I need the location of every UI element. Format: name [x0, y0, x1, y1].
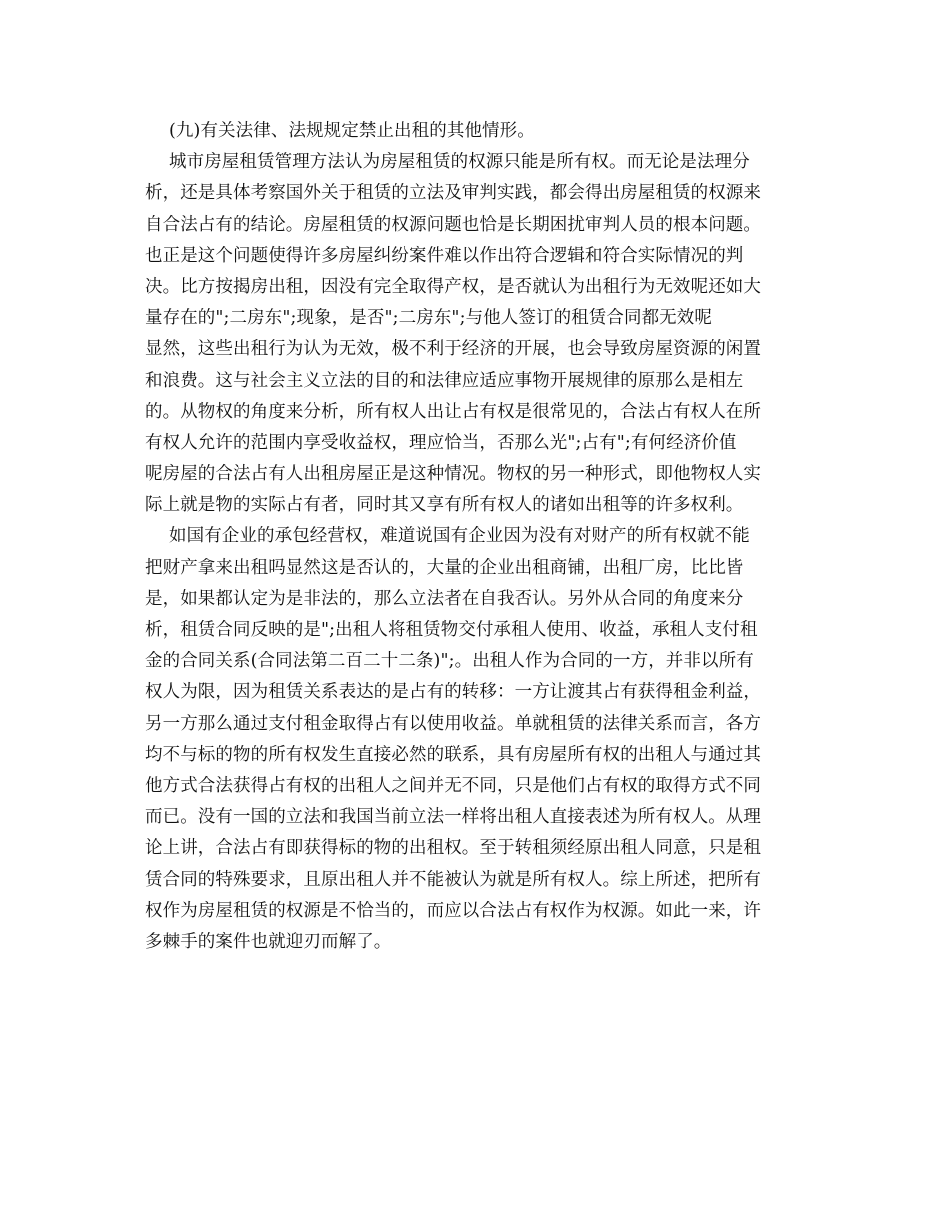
document-body — [145, 116, 805, 958]
paragraph-line: 多棘手的案件也就迎刃而解了。 — [145, 931, 392, 952]
paragraph-line: 显然，这些出租行为认为无效，极不利于经济的开展，也会导致房屋资源的闲置 — [145, 339, 761, 360]
paragraph-line: 而已。没有一国的立法和我国当前立法一样将出租人直接表述为所有权人。从理 — [145, 807, 761, 828]
paragraph-line: 另一方那么通过支付租金取得占有以使用收益。单就租赁的法律关系而言，各方 — [145, 713, 761, 734]
paragraph-line: 如国有企业的承包经营权，难道说国有企业因为没有对财产的所有权就不能 — [169, 526, 750, 547]
paragraph-line: 析，还是具体考察国外关于租赁的立法及审判实践，都会得出房屋租赁的权源来 — [145, 183, 761, 204]
paragraph-line: 有权人允许的范围内享受收益权，理应恰当，否那么光";占有";有何经济价值 — [145, 432, 737, 453]
paragraph-line: 金的合同关系(合同法第二百二十二条)";。出租人作为合同的一方，并非以所有 — [145, 651, 754, 672]
paragraph-line: 也正是这个问题使得许多房屋纠纷案件难以作出符合逻辑和符合实际情况的判 — [145, 245, 744, 266]
paragraph-line: 权作为房屋租赁的权源是不恰当的，而应以合法占有权作为权源。如此一来，许 — [145, 900, 761, 921]
paragraph-line: 决。比方按揭房出租，因没有完全取得产权，是否就认为出租行为无效呢还如大 — [145, 276, 761, 297]
paragraph-line: 论上讲，合法占有即获得标的物的出租权。至于转租须经原出租人同意，只是租 — [145, 838, 761, 859]
paragraph-line: 是，如果都认定为是非法的，那么立法者在自我否认。另外从合同的角度来分 — [145, 588, 744, 609]
paragraph-line: 权人为限，因为租赁关系表达的是占有的转移：一方让渡其占有获得租金利益， — [145, 682, 761, 703]
paragraph-line: 城市房屋租赁管理方法认为房屋租赁的权源只能是所有权。而无论是法理分 — [169, 152, 750, 173]
paragraph-line: 把财产拿来出租吗显然这是否认的，大量的企业出租商铺，出租厂房，比比皆 — [145, 557, 744, 578]
paragraph-line: 和浪费。这与社会主义立法的目的和法律应适应事物开展规律的原那么是相左 — [145, 370, 744, 391]
paragraph-line: 际上就是物的实际占有者，同时其又享有所有权人的诸如出租等的许多权利。 — [145, 495, 744, 516]
paragraph-line: 量存在的";二房东";现象，是否";二房东";与他人签订的租赁合同都无效呢 — [145, 308, 712, 329]
paragraph-line: (九)有关法律、法规规定禁止出租的其他情形。 — [169, 121, 535, 141]
paragraph-line: 析，租赁合同反映的是";出租人将租赁物交付承租人使用、收益，承租人支付租 — [145, 620, 758, 640]
paragraph-line: 自合法占有的结论。房屋租赁的权源问题也恰是长期困扰审判人员的根本问题。 — [145, 214, 761, 235]
paragraph-line: 赁合同的特殊要求，且原出租人并不能被认为就是所有权人。综上所述，把所有 — [145, 869, 761, 890]
paragraph-line: 呢房屋的合法占有人出租房屋正是这种情况。物权的另一种形式，即他物权人实 — [145, 464, 761, 485]
paragraph-line: 的。从物权的角度来分析，所有权人出让占有权是很常见的，合法占有权人在所 — [145, 401, 761, 422]
paragraph-line: 他方式合法获得占有权的出租人之间并无不同，只是他们占有权的取得方式不同 — [145, 775, 761, 796]
paragraph-line: 均不与标的物的所有权发生直接必然的联系，具有房屋所有权的出租人与通过其 — [145, 744, 761, 765]
